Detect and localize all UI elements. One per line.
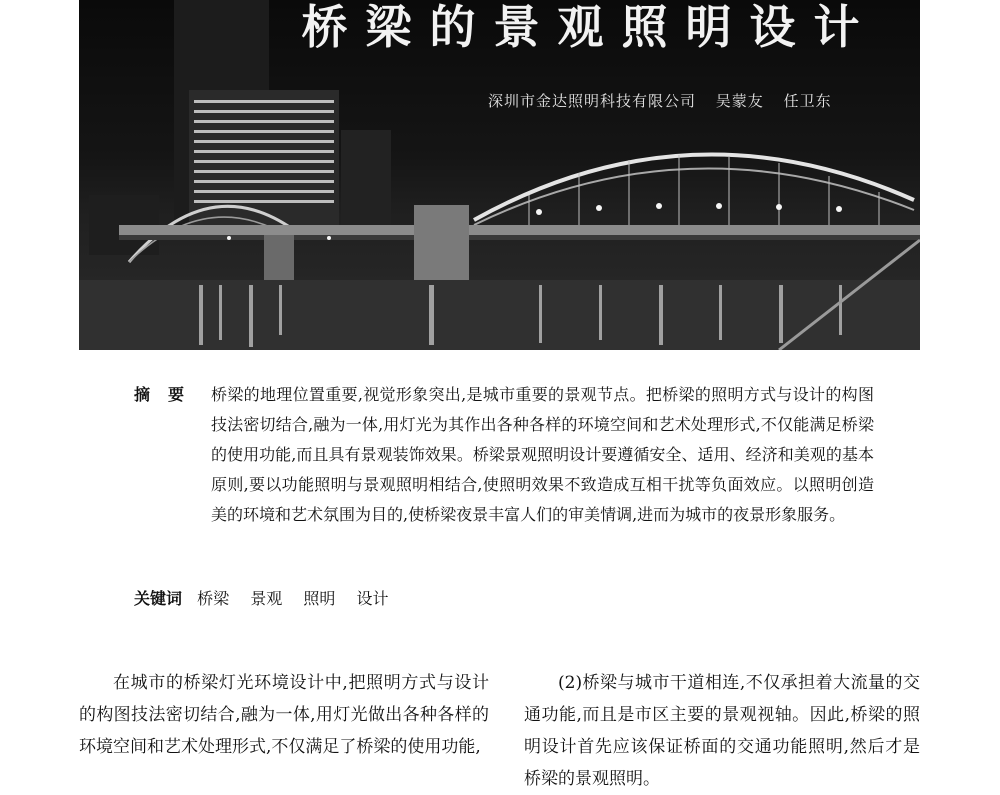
- keyword: 设计: [356, 589, 389, 608]
- keywords-label: 关键词: [134, 589, 183, 608]
- keywords: [134, 586, 404, 609]
- keyword: 景观: [250, 589, 283, 608]
- abstract-text: 桥梁的地理位置重要,视觉形象突出,是城市重要的景观节点。把桥梁的照明方式与设计的构图技法密切结合,融为一体,用灯光为其作出各种各样的环境空间和艺术处理形式,不仅能满足桥梁的使用功能,而且具有景观装饰效果。桥梁景观照明设计要遵循安全、适用、经济和美观的基本原则,要以功能照明与景观照明相结合,使照明效果不致造成互相干扰等负面效应。以照明创造美的环境和艺术氛围为目的,使桥梁夜景丰富人们的审美情调,进而为城市的夜景形象服务。: [211, 385, 874, 524]
- byline-author: 吴蒙友: [715, 92, 764, 110]
- keyword: 桥梁: [197, 589, 230, 608]
- body-column-right: (2)桥梁与城市干道相连,不仅承担着大流量的交通功能,而且是市区主要的景观视轴。因此,桥梁的照明设计首先应该保证桥面的交通功能照明,然后才是桥梁的景观照明。: [524, 673, 920, 789]
- article-title: 桥梁的景观照明设计: [301, 0, 878, 54]
- keyword: 照明: [303, 589, 336, 608]
- hero-photo: [79, 0, 920, 350]
- abstract: [134, 380, 874, 530]
- abstract-label: 摘要: [134, 385, 203, 404]
- body-column-left: 在城市的桥梁灯光环境设计中,把照明方式与设计的构图技法密切结合,融为一体,用灯光做出各种各样的环境空间和艺术处理形式,不仅满足了桥梁的使用功能,: [79, 673, 489, 757]
- byline-organization: 深圳市金达照明科技有限公司: [488, 92, 697, 110]
- byline-author: 任卫东: [783, 92, 832, 110]
- byline: [488, 90, 846, 111]
